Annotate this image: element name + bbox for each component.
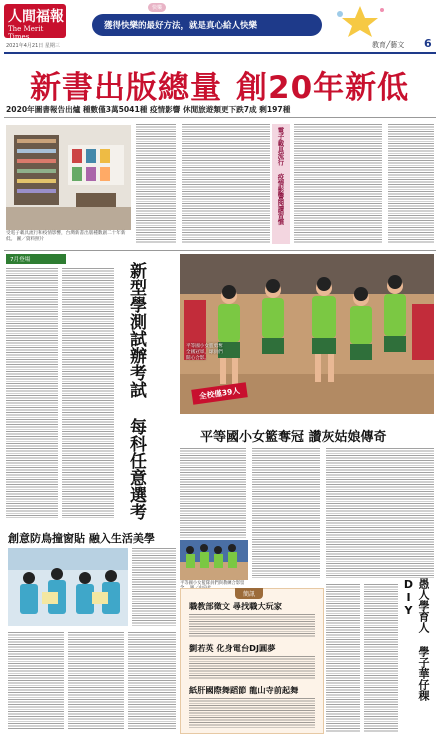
banner-label: 快樂 bbox=[148, 3, 166, 12]
headline-rule bbox=[4, 117, 436, 118]
brief-title-2: 劉若英 化身電台DJ圓夢 bbox=[189, 643, 276, 653]
slogan-text: 獲得快樂的最好方法，就是真心給人快樂 bbox=[104, 21, 258, 31]
bird-story-text-side bbox=[132, 548, 176, 626]
top-story-text-4 bbox=[388, 124, 434, 244]
headline2 bbox=[124, 262, 170, 532]
page-number: 6 bbox=[424, 37, 432, 50]
headline-part2: 創20年新低 bbox=[236, 70, 410, 106]
briefs-tag: 簡訊 bbox=[235, 588, 263, 599]
right-story-text-2 bbox=[364, 584, 398, 732]
headline4: 創意防鳥撞窗貼 融入生活美學 bbox=[8, 532, 155, 545]
sidebar-tag bbox=[272, 124, 290, 244]
bird-story-text-3 bbox=[128, 632, 176, 730]
basketball-story-text-1 bbox=[180, 448, 246, 538]
headline3: 平等國小女籃奪冠 讚灰姑娘傳奇 bbox=[200, 430, 387, 445]
sidebar-tag-text: 電子載具流行 疫情影響閱讀習慣 bbox=[276, 127, 285, 225]
masthead-date: 2021年4月21日 星期三 bbox=[6, 43, 60, 49]
slogan-banner bbox=[92, 14, 322, 36]
section-tag bbox=[6, 254, 66, 264]
bird-story-text-1 bbox=[8, 632, 64, 730]
brief-title-1: 職教部徵文 尋找職大玩家 bbox=[189, 601, 282, 611]
top-story-rule bbox=[4, 250, 436, 251]
masthead-rule bbox=[4, 52, 436, 54]
photo2-caption: 平等國小女籃勇奪全國冠軍，球員們開心合影。 bbox=[186, 344, 223, 361]
headline2-text: 新型學測試辦考試 每科任意選考 bbox=[126, 262, 146, 520]
photo3-caption: 平等國小女籃隊員們與教練合影留 bbox=[180, 581, 245, 586]
brief-text-2 bbox=[189, 656, 315, 680]
top-story-text-2 bbox=[182, 124, 270, 244]
masthead-logo-en: The Merit Times bbox=[8, 25, 44, 41]
headline-part1: 新書出版總量 bbox=[30, 70, 222, 106]
masthead-logo-block bbox=[4, 4, 66, 41]
star-decoration-icon bbox=[330, 4, 390, 38]
basketball-photo bbox=[180, 254, 434, 414]
section-tag-text: 7月登場 bbox=[10, 257, 31, 263]
main-headline bbox=[30, 60, 410, 106]
masthead-logo: 人間福報 bbox=[8, 9, 64, 25]
photo2-badge: 全校僅39人 bbox=[191, 382, 248, 405]
column-tag: 教育╱藝文 bbox=[372, 41, 405, 49]
exam-story-text-1 bbox=[6, 268, 58, 518]
exam-story-text-2 bbox=[62, 268, 114, 518]
top-story-text-3 bbox=[294, 124, 382, 244]
subheadline: 2020年圖書報告出爐 種數僅3萬5041種 疫情影響 休閒旅遊類更下跌7成 剩197種 bbox=[6, 105, 291, 114]
headline5 bbox=[402, 578, 436, 734]
right-story-text-1 bbox=[326, 584, 360, 732]
briefs-box bbox=[180, 588, 324, 734]
brief-title-3: 紙肝國際舞蹈節 龍山寺前起舞 bbox=[189, 685, 299, 695]
masthead bbox=[0, 0, 440, 56]
bird-story-text-2 bbox=[68, 632, 124, 730]
headline5-text: 愚人學育人 學子華仔稞DIY bbox=[402, 578, 430, 701]
brief-text-3 bbox=[189, 698, 315, 728]
stickers-photo bbox=[8, 548, 128, 626]
basketball-story-text-2 bbox=[252, 448, 320, 578]
bookstore-photo bbox=[6, 125, 131, 230]
top-story-text-1 bbox=[136, 124, 176, 244]
team-photo bbox=[180, 540, 248, 580]
basketball-story-text-3 bbox=[326, 448, 434, 578]
photo1-caption: 受電子載具流行和疫情影響，台灣新書出版種數創二十年新低。 圖／資料照片 bbox=[6, 231, 126, 242]
brief-text-1 bbox=[189, 614, 315, 638]
